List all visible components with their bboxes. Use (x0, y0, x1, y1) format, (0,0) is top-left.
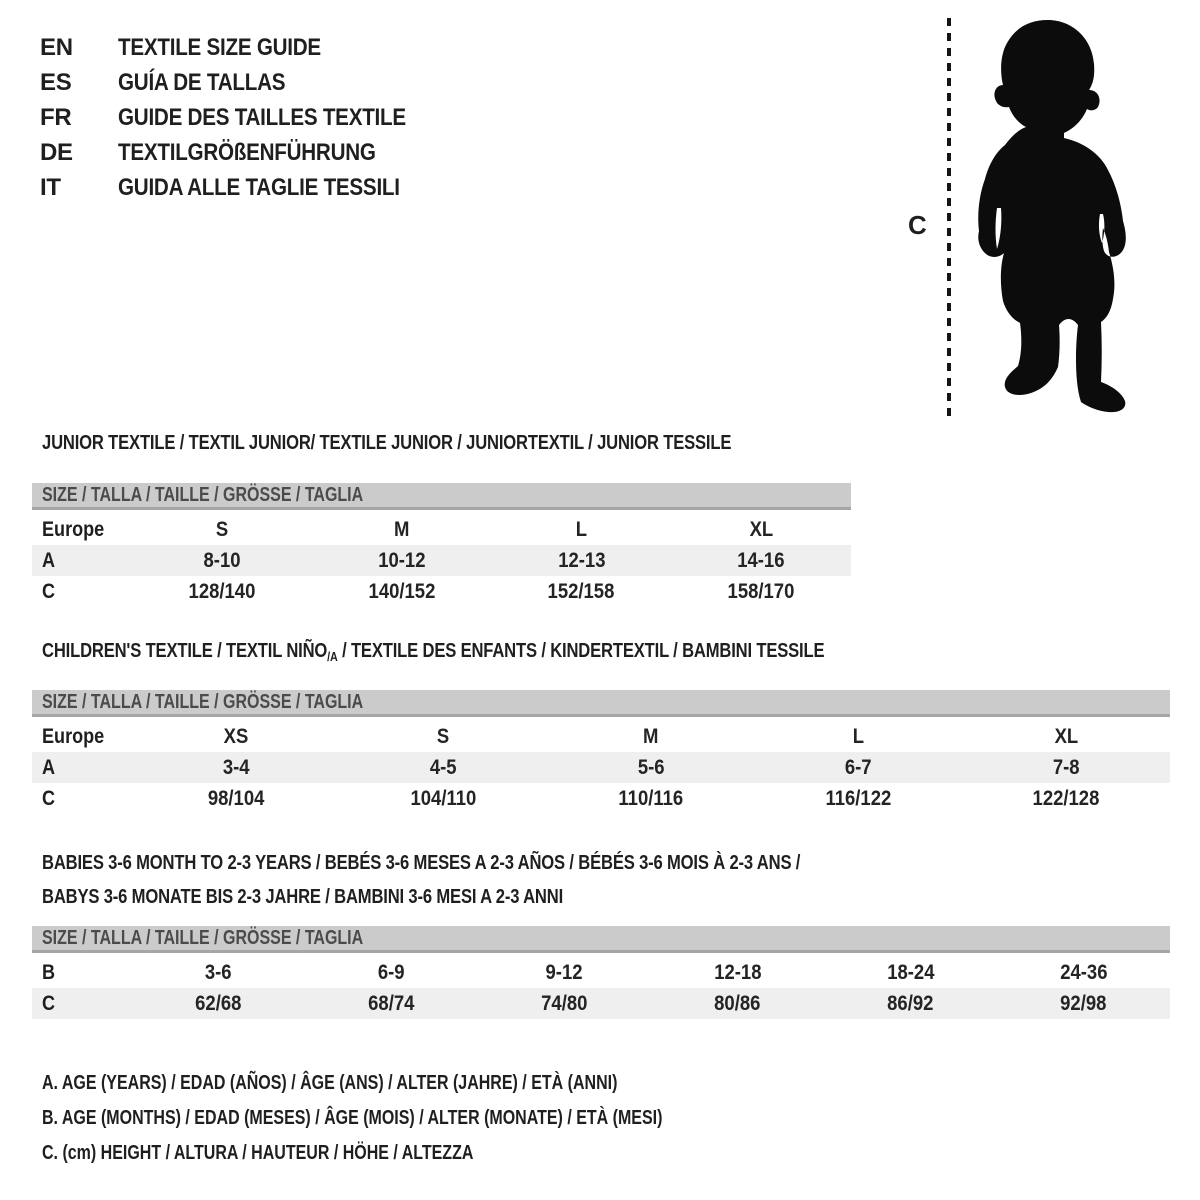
table-cell: 92/98 (1060, 991, 1107, 1015)
junior-size-table (32, 483, 851, 607)
table-cell: 3-6 (205, 960, 232, 984)
table-cell: L (575, 517, 588, 541)
table-rows (32, 957, 1170, 1019)
table-cell: M (643, 724, 659, 748)
legend-line-c: C. (cm) HEIGHT / ALTURA / HAUTEUR / HÖHE / ALTEZZA (42, 1142, 474, 1164)
childrens-size-table (32, 690, 1170, 814)
table-cell: 80/86 (714, 991, 761, 1015)
table-cell: 62/68 (195, 991, 242, 1015)
table-cell: 6-7 (845, 755, 872, 779)
table-cell: 8-10 (203, 548, 241, 572)
table-cell: 18-24 (886, 960, 935, 984)
row-label: Europe (42, 517, 105, 541)
table-cell: XL (1054, 724, 1078, 748)
table-cell: 122/128 (1032, 786, 1100, 810)
table-cell: 14-16 (737, 548, 785, 572)
row-label: A (42, 548, 56, 572)
table-row (32, 721, 1170, 752)
table-cell: 86/92 (887, 991, 934, 1015)
row-label: B (42, 960, 56, 984)
table-row (32, 752, 1170, 783)
table-cell: XS (223, 724, 249, 748)
lang-title: TEXTILE SIZE GUIDE (118, 33, 321, 61)
table-cell: 4-5 (430, 755, 457, 779)
legend-line-a: A. AGE (YEARS) / EDAD (AÑOS) / ÂGE (ANS) / ALTER (JAHRE) / ETÀ (ANNI) (42, 1072, 618, 1094)
lang-row-es (40, 65, 453, 100)
table-cell: M (393, 517, 410, 541)
lang-row-it (40, 170, 453, 205)
lang-title: GUÍA DE TALLAS (118, 68, 286, 96)
childrens-section-title: CHILDREN'S TEXTILE / TEXTIL $NIÑO_{/A}$ / TEXTILE DES ENFANTS / KINDERTEXTIL / BAMBINI TESSILE (42, 640, 825, 664)
table-cell: S (437, 724, 450, 748)
table-row (32, 988, 1170, 1019)
table-row (32, 783, 1170, 814)
row-label: C (42, 579, 56, 603)
lang-code: FR (40, 103, 72, 131)
gender-suffix: /A (327, 649, 338, 664)
junior-section-title: JUNIOR TEXTILE / TEXTIL JUNIOR/ TEXTILE JUNIOR / JUNIORTEXTIL / JUNIOR TESSILE (42, 432, 732, 454)
table-cell: 5-6 (637, 755, 665, 779)
row-label: C (42, 991, 56, 1015)
table-cell: 7-8 (1052, 755, 1080, 779)
lang-code: IT (40, 173, 61, 201)
lang-title: TEXTILGRÖßENFÜHRUNG (118, 138, 376, 166)
language-title-block (40, 30, 453, 205)
table-cell: 116/122 (825, 786, 892, 810)
table-cell: 98/104 (207, 786, 265, 810)
table-cell: 128/140 (188, 579, 256, 603)
table-row (32, 514, 851, 545)
table-row (32, 576, 851, 607)
table-cell: 6-9 (378, 960, 405, 984)
lang-row-en (40, 30, 453, 65)
table-cell: 24-36 (1059, 960, 1108, 984)
table-cell: 152/158 (547, 579, 615, 603)
size-header-bar: SIZE / TALLA / TAILLE / GRÖSSE / TAGLIA (32, 483, 851, 510)
size-header-bar: SIZE / TALLA / TAILLE / GRÖSSE / TAGLIA (32, 690, 1170, 717)
lang-code: EN (40, 33, 73, 61)
table-cell: 158/170 (727, 579, 795, 603)
table-cell: 68/74 (368, 991, 415, 1015)
table-cell: 110/116 (618, 786, 684, 810)
lang-code: DE (40, 138, 73, 166)
row-label: C (42, 786, 56, 810)
legend (42, 1066, 818, 1171)
table-cell: S (215, 517, 229, 541)
lang-code: ES (40, 68, 72, 96)
height-measure-label: C (908, 210, 927, 240)
table-cell: 12-18 (713, 960, 762, 984)
lang-row-fr (40, 100, 453, 135)
babies-section-title: BABIES 3-6 MONTH TO 2-3 YEARS / BEBÉS 3-6 MESES A 2-3 AÑOS / BÉBÉS 3-6 MOIS À 2-3 ANS / BABYS 3-6 MONATE BIS 2-3 JAHRE / BAMBINI 3-6 MESI A 2-3 ANNI (42, 852, 801, 908)
table-cell: 3-4 (222, 755, 250, 779)
row-label: Europe (42, 724, 105, 748)
table-row (32, 545, 851, 576)
table-row (32, 957, 1170, 988)
table-cell: 10-12 (377, 548, 426, 572)
table-rows (32, 514, 851, 607)
row-label: A (42, 755, 56, 779)
babies-size-table (32, 926, 1170, 1019)
toddler-silhouette-icon (960, 14, 1146, 418)
table-cell: 74/80 (541, 991, 588, 1015)
table-rows (32, 721, 1170, 814)
table-cell: L (852, 724, 865, 748)
lang-title: GUIDA ALLE TAGLIE TESSILI (118, 173, 400, 201)
size-header-bar: SIZE / TALLA / TAILLE / GRÖSSE / TAGLIA (32, 926, 1170, 953)
height-dashed-line (947, 18, 951, 416)
legend-line-b: B. AGE (MONTHS) / EDAD (MESES) / ÂGE (MOIS) / ALTER (MONATE) / ETÀ (MESI) (42, 1107, 663, 1129)
table-cell: 9-12 (546, 960, 583, 984)
lang-title: GUIDE DES TAILLES TEXTILE (118, 103, 406, 131)
table-cell: 140/152 (368, 579, 436, 603)
table-cell: XL (749, 517, 773, 541)
lang-row-de (40, 135, 453, 170)
table-cell: 12-13 (557, 548, 606, 572)
table-cell: 104/110 (410, 786, 477, 810)
